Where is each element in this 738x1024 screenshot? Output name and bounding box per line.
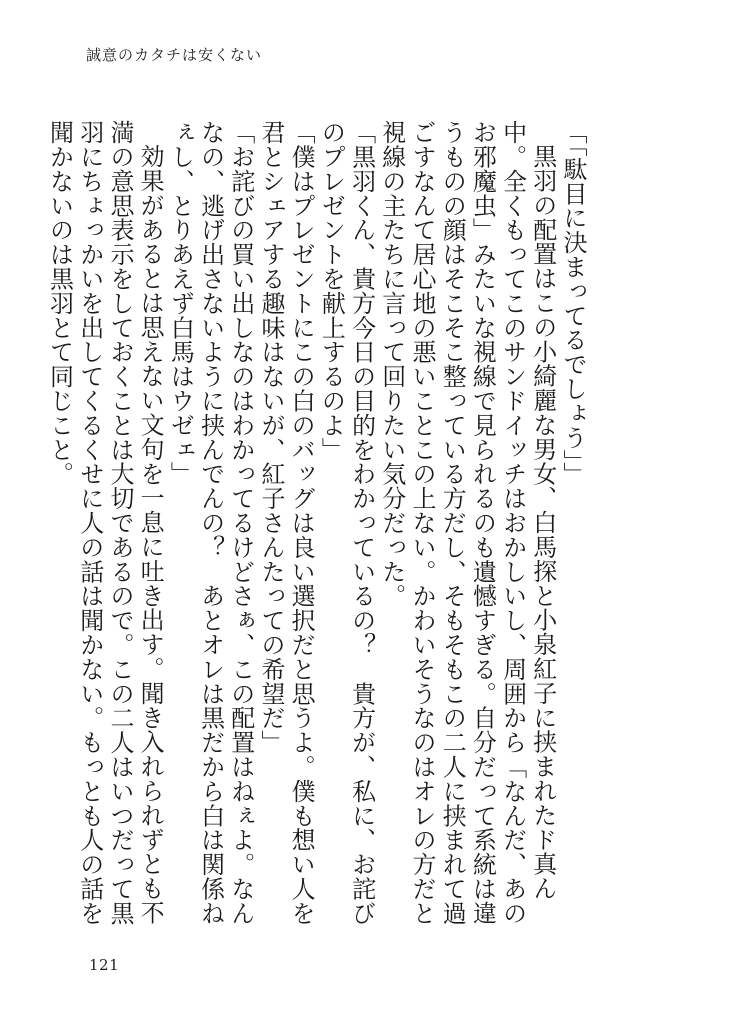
paragraph-dialogue-3: 「僕はプレゼントにこの白のバッグは良い選択だと思うよ。僕も想い人を君とシェアする趣味はないが、紅子さんたっての希望だ」 bbox=[256, 120, 316, 926]
vertical-body-text bbox=[44, 120, 588, 940]
page-number: 121 bbox=[89, 956, 120, 974]
paragraph-dialogue-2: 「黒羽くん、貴方今日の目的をわかっているの？ 貴方が、私に、お詫びのプレゼントを献上するのよ」 bbox=[317, 120, 376, 926]
paragraph-narration-2: 効果があるとは思えない文句を一息に吐き出す。聞き入れられずとも不満の意思表示をしておくことは大切であるので。この二人はいつだって黒羽にちょっかいを出してくるくせに人の話は聞かない。もっとも人の話を聞かないのは黒羽とて同じこと。 bbox=[45, 120, 165, 926]
paragraph-dialogue-4: 「お詫びの買い出しなのはわかってるけどさぁ、この配置はねぇよ。なんなの、逃げ出さないように挟んでんの？ あとオレは黒だから白は関係ねぇし、とりあえず白馬はウゼェ」 bbox=[166, 120, 255, 926]
paragraph-dialogue-1: 「「駄目に決まってるでしょう」」 bbox=[559, 120, 587, 487]
paragraph-narration-1: 黒羽の配置はこの小綺麗な男女、白馬探と小泉紅子に挟まれたド真ん中。全くもってこのサンドイッチはおかしいし、周囲から「なんだ、あのお邪魔虫」みたいな視線で見られるのも遺憾すぎる。自分だって系統は違うものの顔はそこそこ整っている方だし、そもそもこの二人に挟まれて過ごすなんて居心地の悪いことこの上ない。かわいそうなのはオレの方だと視線の主たちに言って回りたい気分だった。 bbox=[377, 120, 557, 926]
running-head: 誠意のカタチは安くない bbox=[86, 46, 263, 64]
